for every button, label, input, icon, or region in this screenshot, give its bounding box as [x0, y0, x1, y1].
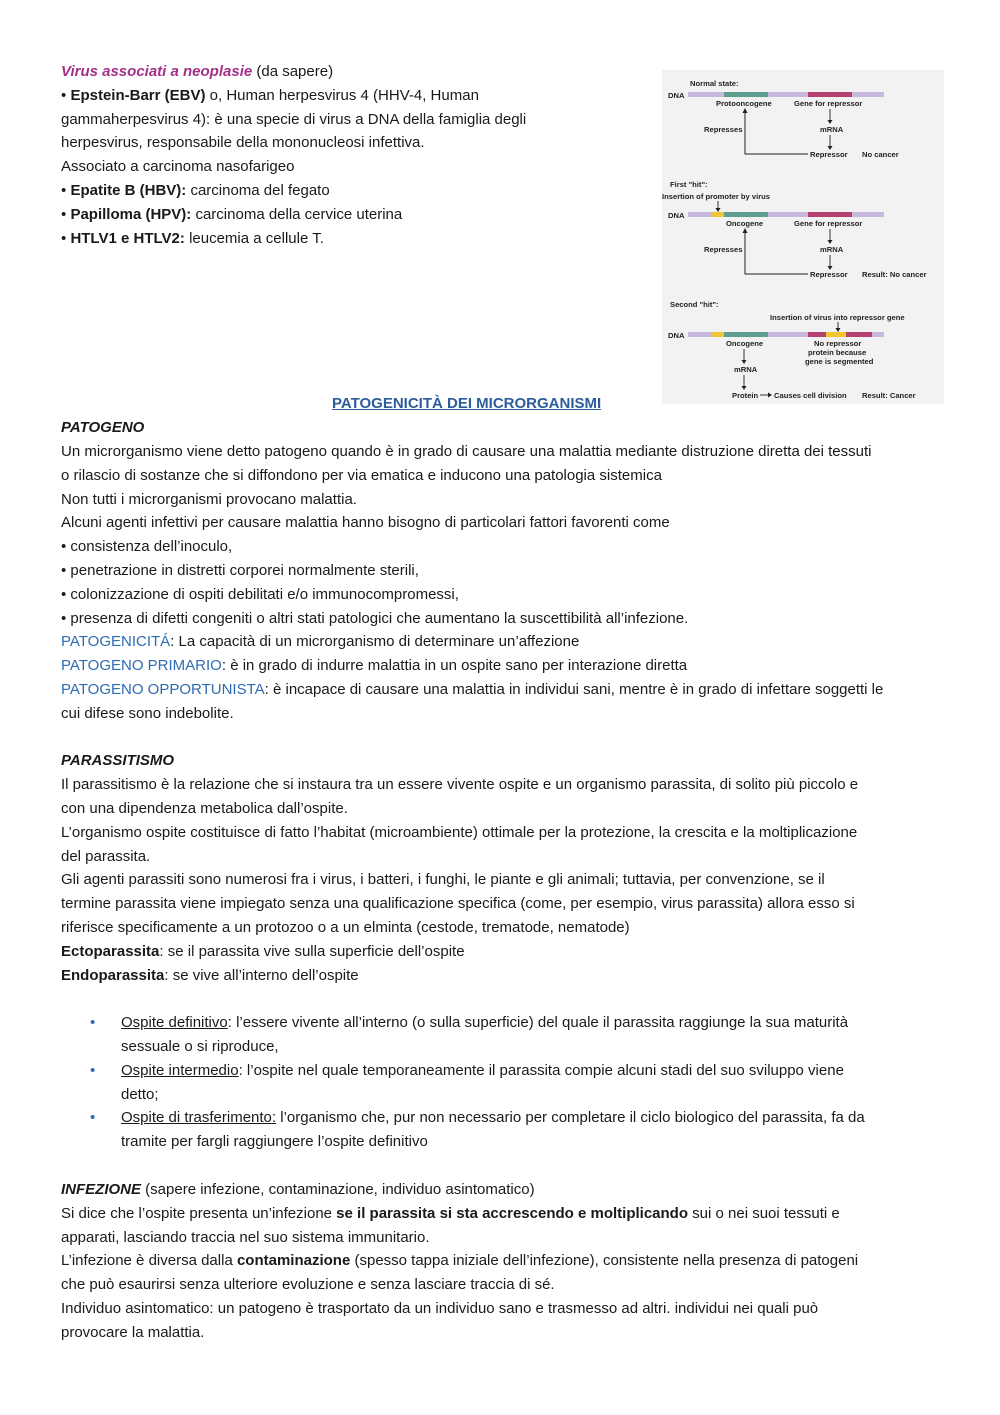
second-hit-label: Second "hit":	[670, 300, 719, 309]
endoparassita-text: : se vive all’interno dell’ospite	[164, 966, 359, 984]
represses-label-1: Represses	[704, 125, 743, 134]
section-title: PATOGENICITÀ DEI MICRORGANISMI	[332, 395, 602, 413]
bullet: •	[61, 229, 67, 247]
mrna-label-2: mRNA	[820, 245, 844, 254]
patogeno-opportunista-text-2: cui difese sono indebolite.	[61, 704, 234, 722]
patogeno-p1-line-2: o rilascio di sostanze che si diffondono per via ematica e inducono una patologia sistemica	[61, 466, 662, 484]
patogeno-section	[61, 416, 941, 725]
infezione-text: sui o nei suoi tessuti e	[688, 1204, 840, 1222]
infezione-line-1	[61, 1202, 941, 1226]
list-item-text: : l’ospite nel quale temporaneamente il parassita compie alcuni stadi del suo sviluppo viene	[238, 1061, 844, 1079]
patogeno-p2: Non tutti i microrganismi provocano malattia.	[61, 490, 357, 508]
patogeno-opportunista-text: : è incapace di causare una malattia in individui sani, mentre è in grado di infettare soggetti le	[264, 680, 884, 698]
virus-heading-line	[61, 60, 621, 84]
infezione-line-6: provocare la malattia.	[61, 1323, 205, 1341]
insertion-virus-label: Insertion of virus into repressor gene	[770, 313, 905, 322]
bullet: •	[61, 86, 67, 104]
repressor-label-1: Repressor	[810, 150, 848, 159]
parassitismo-heading: PARASSITISMO	[61, 752, 175, 770]
infezione-section	[61, 1178, 941, 1345]
ectoparassita-definition	[61, 940, 941, 964]
hpv-line	[61, 203, 621, 227]
gene-repressor-label-1: Gene for repressor	[794, 99, 863, 108]
list-item	[90, 1059, 941, 1107]
repressor-label-2: Repressor	[810, 270, 848, 279]
mrna-label-3: mRNA	[734, 365, 758, 374]
bullet: •	[90, 1109, 96, 1127]
ospite-intermedio-term: Ospite intermedio	[121, 1061, 239, 1079]
ospite-definitivo-term: Ospite definitivo	[121, 1014, 228, 1032]
parassitismo-line-6: termine parassita viene impiegato senza una qualificazione specifica (come, per esempio, virus parassita) allora esso si	[61, 895, 855, 913]
infezione-text: (spesso tappa iniziale dell’infezione), consistente nella presenza di patogeni	[350, 1252, 859, 1270]
hbv-text: carcinoma del fegato	[186, 181, 330, 199]
no-repressor-label-2: protein because	[808, 348, 867, 357]
virus-heading-note: (da sapere)	[252, 63, 334, 80]
list-item	[90, 1011, 941, 1059]
bullet: •	[61, 181, 67, 199]
list-item-text: l’organismo che, pur non necessario per completare il ciclo biologico del parassita, fa da	[276, 1109, 865, 1127]
infezione-line-3	[61, 1249, 941, 1273]
no-cancer-label: No cancer	[862, 150, 899, 159]
virus-heading: Virus associati a neoplasie	[61, 63, 253, 80]
insertion-promoter-label: Insertion of promoter by virus	[662, 192, 771, 201]
patogeno-p3: Alcuni agenti infettivi per causare malattia hanno bisogno di particolari fattori favorenti come	[61, 514, 670, 532]
factor-item: • penetrazione in distretti corporei normalmente sterili,	[61, 561, 419, 579]
result-cancer-label: Result: Cancer	[862, 391, 916, 400]
causes-division-label: Causes cell division	[774, 391, 847, 400]
protooncogene-label: Protooncogene	[716, 99, 772, 108]
ospite-list	[61, 1011, 941, 1154]
infezione-bold-text: se il parassita si sta accrescendo e moltiplicando	[336, 1204, 688, 1222]
infezione-heading: INFEZIONE	[61, 1181, 142, 1199]
factor-item: • presenza di difetti congeniti o altri stati patologici che aumentano la suscettibilità all’infezione.	[61, 609, 689, 627]
factor-item: • consistenza dell’inoculo,	[61, 538, 233, 556]
patogenicita-term: PATOGENICITÁ	[61, 633, 171, 651]
first-hit-label: First "hit":	[670, 180, 708, 189]
list-item-text-cont: detto;	[121, 1085, 159, 1103]
ebv-text-1: o, Human herpesvirus 4 (HHV-4, Human	[205, 86, 479, 104]
parassitismo-line-3: L’organismo ospite costituisce di fatto l’habitat (microambiente) ottimale per la protezione, la crescita e la moltiplicazione	[61, 823, 858, 841]
patogeno-primario-text: : è in grado di indurre malattia in un ospite sano per interazione diretta	[221, 657, 688, 675]
oncogene-label-1: Oncogene	[726, 219, 764, 228]
hpv-text: carcinoma della cervice uterina	[191, 205, 403, 223]
endoparassita-definition	[61, 964, 941, 988]
ebv-line-3: herpesvirus, responsabile della mononucleosi infettiva.	[61, 134, 425, 152]
ebv-term: Epstein-Barr (EBV)	[70, 86, 206, 104]
infezione-text: Si dice che l’ospite presenta un’infezione	[61, 1204, 337, 1222]
endoparassita-term: Endoparassita	[61, 966, 165, 984]
ebv-line-2: gammaherpesvirus 4): è una specie di virus a DNA della famiglia degli	[61, 110, 527, 128]
ospite-trasferimento-term: Ospite di trasferimento:	[121, 1109, 277, 1127]
infezione-line-2: apparati, lasciando traccia nel suo sistema immunitario.	[61, 1228, 430, 1246]
section-title-row	[61, 392, 941, 416]
gene-repressor-label-2: Gene for repressor	[794, 219, 863, 228]
parassitismo-line-7: riferisce specificamente a un protozoo o a un elminta (cestode, trematode, nematode)	[61, 918, 630, 936]
document-page	[61, 60, 941, 1345]
protein-label: Protein	[732, 391, 759, 400]
dna-label-3: DNA	[668, 331, 685, 340]
hbv-term: Epatite B (HBV):	[70, 181, 187, 199]
oncogene-label-2: Oncogene	[726, 339, 764, 348]
infezione-heading-line	[61, 1178, 941, 1202]
factor-item: • colonizzazione di ospiti debilitati e/o immunocompromessi,	[61, 585, 459, 603]
list-item-text: : l’essere vivente all’interno (o sulla superficie) del quale il parassita raggiunge la sua maturità	[227, 1014, 849, 1032]
dna-label-1: DNA	[668, 91, 685, 100]
bullet: •	[90, 1061, 96, 1079]
patogenicita-definition	[61, 630, 941, 654]
htlv-text: leucemia a cellule T.	[184, 229, 324, 247]
parassitismo-line-2: con una dipendenza metabolica dall’ospite.	[61, 799, 348, 817]
parassitismo-line-1: Il parassitismo è la relazione che si instaura tra un essere vivente ospite e un organismo parassita, di solito più piccolo e	[61, 776, 859, 794]
infezione-line-4: che può esaurirsi senza ulteriore evoluzione e senza lasciare traccia di sé.	[61, 1276, 555, 1294]
patogeno-p1-line-1: Un microrganismo viene detto patogeno quando è in grado di causare una malattia mediante distruzione diretta dei tessuti	[61, 442, 872, 460]
represses-label-2: Represses	[704, 245, 743, 254]
ectoparassita-term: Ectoparassita	[61, 942, 160, 960]
result-no-cancer-label: Result: No cancer	[862, 270, 927, 279]
patogeno-primario-term: PATOGENO PRIMARIO	[61, 657, 222, 675]
patogeno-opportunista-term: PATOGENO OPPORTUNISTA	[61, 680, 265, 698]
patogeno-opportunista-definition	[61, 678, 941, 702]
hbv-line	[61, 179, 621, 203]
list-item-text-cont: sessuale o si riproduce,	[121, 1038, 279, 1056]
hpv-term: Papilloma (HPV):	[70, 205, 192, 223]
no-repressor-label-3: gene is segmented	[805, 357, 874, 366]
ectoparassita-text: : se il parassita vive sulla superficie dell’ospite	[159, 942, 465, 960]
htlv-term: HTLV1 e HTLV2:	[70, 229, 185, 247]
mrna-label-1: mRNA	[820, 125, 844, 134]
patogenicita-text: : La capacità di un microrganismo di determinare un’affezione	[170, 633, 580, 651]
list-item	[90, 1106, 941, 1154]
bullet: •	[61, 205, 67, 223]
infezione-text: L’infezione è diversa dalla	[61, 1252, 237, 1270]
contaminazione-term: contaminazione	[236, 1252, 351, 1270]
list-item-text-cont: tramite per fargli raggiungere l’ospite definitivo	[121, 1133, 428, 1151]
parassitismo-line-4: del parassita.	[61, 847, 151, 865]
infezione-line-5: Individuo asintomatico: un patogeno è trasportato da un individuo sano e trasmesso ad altri. individui nei quali può	[61, 1300, 819, 1318]
htlv-line	[61, 227, 621, 251]
bullet: •	[90, 1014, 96, 1032]
parassitismo-line-5: Gli agenti parassiti sono numerosi fra i virus, i batteri, i funghi, le piante e gli animali; tuttavia, per convenzione, se il	[61, 871, 825, 889]
dna-label-2: DNA	[668, 211, 685, 220]
ebv-line-1	[61, 84, 621, 108]
ebv-line-4: Associato a carcinoma nasofarigeo	[61, 158, 295, 176]
parassitismo-section	[61, 749, 941, 1154]
patogeno-primario-definition	[61, 654, 941, 678]
infezione-heading-note: (sapere infezione, contaminazione, individuo asintomatico)	[141, 1181, 535, 1199]
no-repressor-label-1: No repressor	[814, 339, 862, 348]
patogeno-heading: PATOGENO	[61, 419, 145, 437]
normal-state-label: Normal state:	[690, 79, 739, 88]
virus-neoplasie-section	[61, 60, 621, 250]
